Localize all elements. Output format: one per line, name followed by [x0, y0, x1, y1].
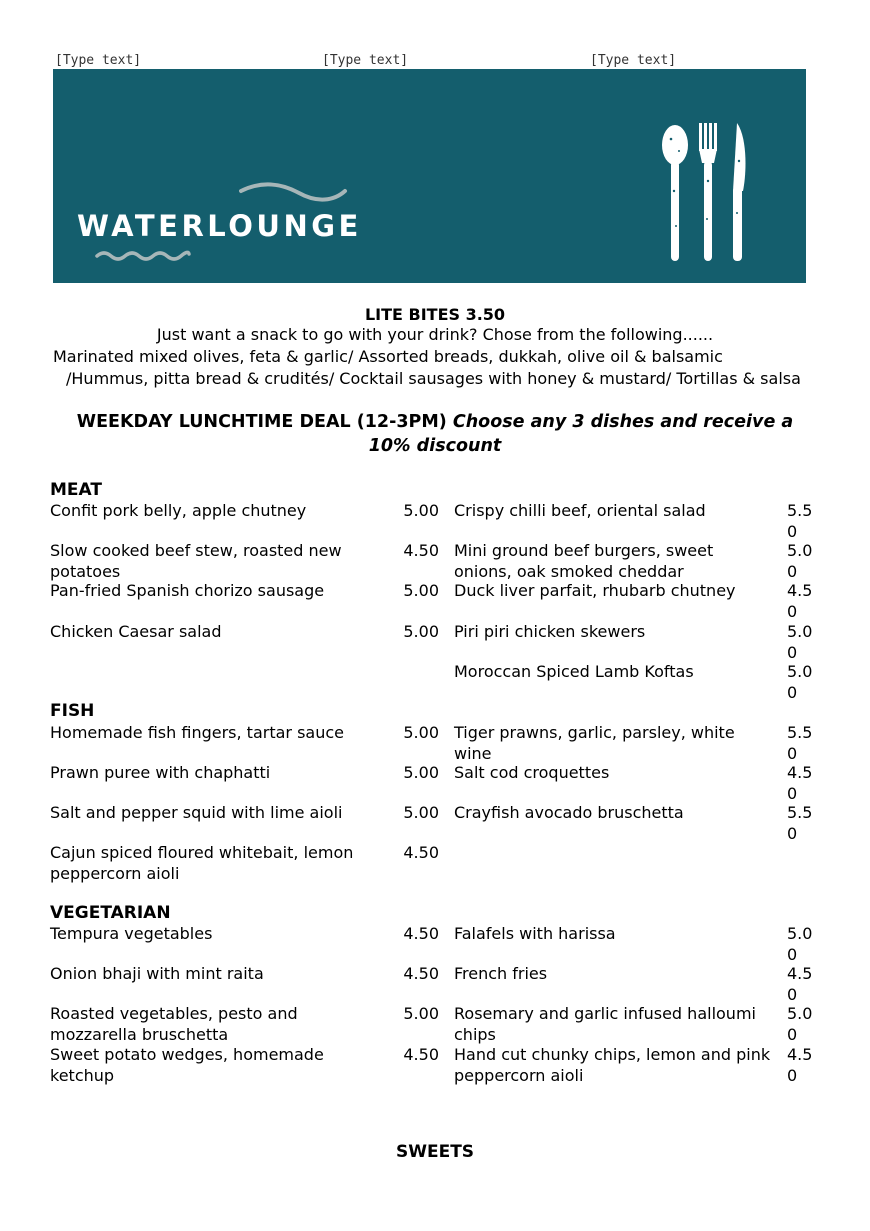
section-title-vegetarian: VEGETARIAN	[50, 903, 171, 923]
item-name: Chicken Caesar salad	[50, 622, 222, 641]
item-name: Pan-fried Spanish chorizo sausage	[50, 581, 325, 600]
lunch-deal-heading	[60, 410, 810, 458]
cutlery-icon	[653, 121, 753, 263]
item-price: 4.50	[403, 843, 439, 862]
item-name: Prawn puree with chaphatti	[50, 763, 271, 782]
item-price: 5.00	[787, 662, 813, 702]
item-name: Moroccan Spiced Lamb Koftas	[454, 662, 694, 681]
section-title-sweets: SWEETS	[395, 1142, 475, 1162]
lite-bites-intro: Just want a snack to go with your drink? Chose from the following......	[156, 325, 714, 344]
item-name: Confit pork belly, apple chutney	[50, 501, 307, 520]
lunch-deal-offer: Choose any 3 dishes and receive a 10% discount	[368, 412, 794, 456]
lite-bites-list	[53, 346, 823, 390]
item-price: 5.00	[787, 924, 813, 964]
item-name: Crayfish avocado bruschetta	[454, 803, 684, 822]
brand-banner	[53, 69, 806, 283]
section-title-meat: MEAT	[50, 480, 102, 500]
item-price: 5.00	[787, 622, 813, 662]
item-price: 5.00	[403, 723, 439, 742]
lite-bites-line-1: Marinated mixed olives, feta & garlic/ Assorted breads, dukkah, olive oil & balsamic	[53, 347, 723, 366]
item-price: 4.50	[787, 964, 813, 1004]
brand-name: WATERLOUNGE	[77, 209, 362, 243]
item-name: Tempura vegetables	[50, 924, 213, 943]
item-name: Rosemary and garlic infused halloumi chips	[454, 1004, 756, 1044]
item-price: 5.00	[787, 1004, 813, 1044]
item-name: Cajun spiced floured whitebait, lemon peppercorn aioli	[50, 843, 354, 883]
item-price: 4.50	[787, 581, 813, 621]
item-name: Onion bhaji with mint raita	[50, 964, 264, 983]
header-placeholder-right: [Type text]	[590, 53, 677, 68]
wave-bottom-icon	[95, 249, 191, 263]
lite-bites-line-2: /Hummus, pitta bread & crudités/ Cocktail sausages with honey & mustard/ Tortillas & salsa	[66, 369, 801, 388]
wave-top-icon	[239, 181, 349, 205]
item-name: Sweet potato wedges, homemade ketchup	[50, 1045, 324, 1085]
header-placeholder-center: [Type text]	[322, 53, 409, 68]
item-price: 5.00	[403, 1004, 439, 1023]
item-name: Mini ground beef burgers, sweet onions, oak smoked cheddar	[454, 541, 714, 581]
item-name: Hand cut chunky chips, lemon and pink peppercorn aioli	[454, 1045, 771, 1085]
item-name: Salt and pepper squid with lime aioli	[50, 803, 343, 822]
item-price: 5.00	[403, 501, 439, 520]
item-price: 4.50	[403, 924, 439, 943]
item-name: Roasted vegetables, pesto and mozzarella bruschetta	[50, 1004, 298, 1044]
item-name: Crispy chilli beef, oriental salad	[454, 501, 706, 520]
section-title-fish: FISH	[50, 701, 95, 721]
item-name: Duck liver parfait, rhubarb chutney	[454, 581, 736, 600]
item-name: French fries	[454, 964, 548, 983]
item-price: 4.50	[787, 763, 813, 803]
item-price: 5.50	[787, 501, 813, 541]
lite-bites-title: LITE BITES 3.50	[364, 305, 506, 324]
item-price: 5.00	[403, 581, 439, 600]
item-name: Falafels with harissa	[454, 924, 616, 943]
item-price: 5.50	[787, 803, 813, 843]
item-price: 5.00	[403, 803, 439, 822]
item-name: Salt cod croquettes	[454, 763, 610, 782]
lunch-deal-title: WEEKDAY LUNCHTIME DEAL (12-3PM)	[76, 412, 447, 432]
item-price: 4.50	[403, 964, 439, 983]
item-price: 4.50	[403, 1045, 439, 1064]
item-name: Slow cooked beef stew, roasted new potatoes	[50, 541, 342, 581]
item-price: 5.00	[403, 622, 439, 641]
item-price: 4.50	[403, 541, 439, 560]
item-name: Piri piri chicken skewers	[454, 622, 646, 641]
item-name: Homemade fish fingers, tartar sauce	[50, 723, 344, 742]
item-price: 5.50	[787, 723, 813, 763]
item-price: 4.50	[787, 1045, 813, 1085]
item-name: Tiger prawns, garlic, parsley, white wine	[454, 723, 735, 763]
header-placeholder-left: [Type text]	[55, 53, 142, 68]
item-price: 5.00	[787, 541, 813, 581]
item-price: 5.00	[403, 763, 439, 782]
